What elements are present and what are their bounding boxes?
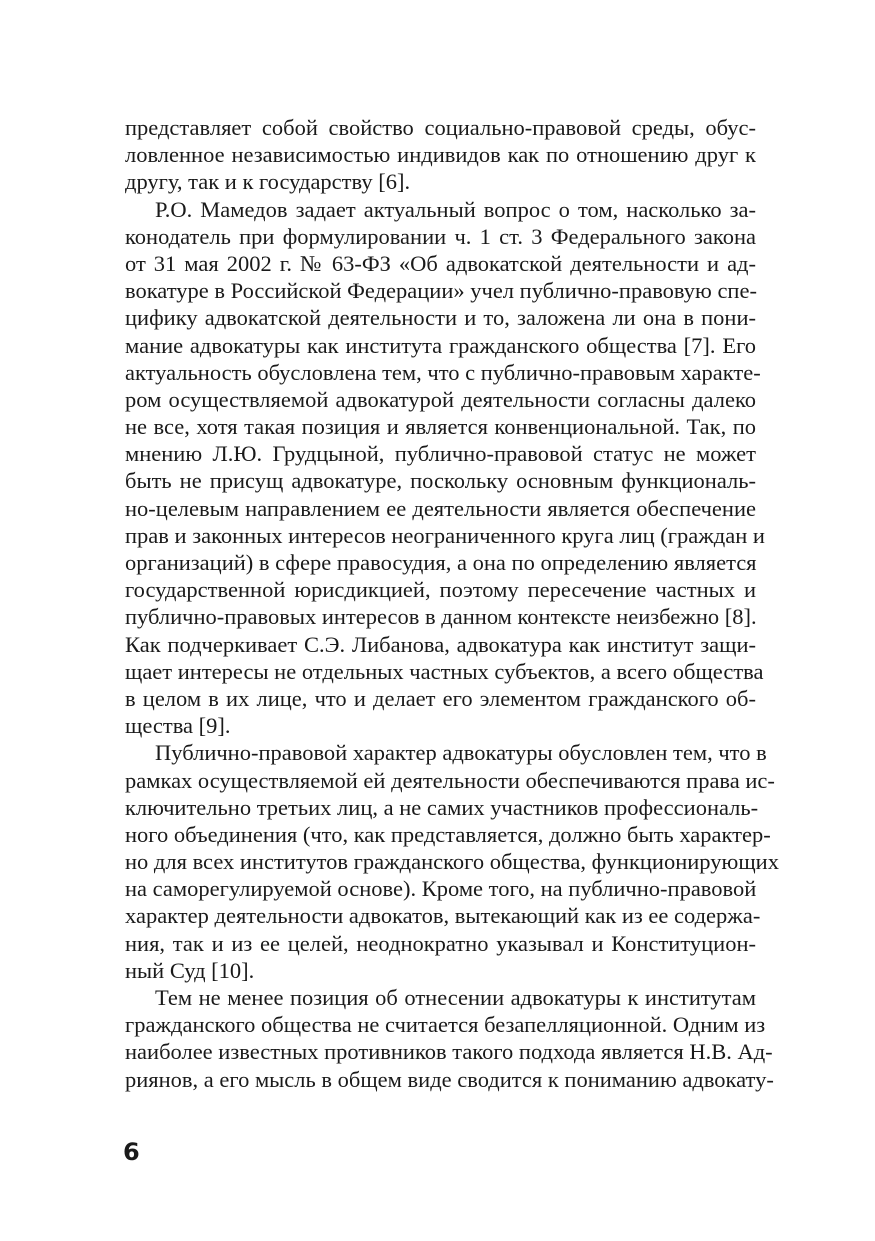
text-line: наиболее известных противников такого подхода является Н.В. Ад-	[125, 1039, 773, 1065]
text-line: гражданского общества не считается безапелляционной. Одним из	[125, 1012, 766, 1038]
text-line: характер деятельности адвокатов, вытекающий как из ее содержа-	[125, 903, 761, 929]
paragraph	[125, 739, 779, 984]
text-line: риянов, а его мысль в общем виде сводится к пониманию адвокату-	[125, 1066, 774, 1092]
text-line: Тем не менее позиция об отнесении адвокатуры к институтам	[155, 985, 756, 1010]
text-line: актуальность обусловлена тем, что с публично-правовым характе-	[125, 359, 761, 385]
text-line: Р.О. Мамедов задает актуальный вопрос о том, насколько за-	[155, 196, 756, 222]
text-line: организаций) в сфере правосудия, а она по определению является	[125, 550, 757, 575]
text-line: на саморегулируемой основе). Кроме того, на публично-правовой	[125, 876, 757, 902]
text-line: щества [9].	[125, 713, 231, 739]
page-number: 6	[123, 1138, 140, 1166]
text-line: Как подчеркивает С.Э. Либанова, адвокатура как институт защи-	[125, 631, 756, 657]
text-line: конодатель при формулировании ч. 1 ст. 3 Федерального закона	[125, 223, 756, 249]
text-line: ром осуществляемой адвокатурой деятельности согласны далеко	[125, 386, 756, 412]
text-line: но для всех институтов гражданского общества, функционирующих	[125, 849, 779, 875]
text-line: вокатуре в Российской Федерации» учел публично-правовую спе-	[125, 278, 757, 304]
text-line: публично-правовых интересов в данном контексте неизбежно [8].	[125, 604, 757, 630]
text-line: ного объединения (что, как представляется, должно быть характер-	[125, 821, 771, 847]
text-line: но-целевым направлением ее деятельности является обеспечение	[125, 495, 756, 521]
text-line: ключительно третьих лиц, а не самих участников профессиональ-	[125, 794, 759, 820]
text-line: щает интересы не отдельных частных субъектов, а всего общества	[125, 658, 764, 684]
text-line: прав и законных интересов неограниченного круга лиц (граждан и	[125, 522, 765, 548]
paragraph	[125, 984, 774, 1093]
body-text	[125, 114, 779, 1093]
text-line: ловленное независимостью индивидов как по отношению друг к	[125, 142, 756, 168]
text-line: мнению Л.Ю. Грудцыной, публично-правовой статус не может	[125, 441, 756, 467]
text-line: другу, так и к государству [6].	[125, 169, 411, 195]
text-line: Публично-правовой характер адвокатуры обусловлен тем, что в	[155, 740, 767, 766]
text-line: в целом в их лице, что и делает его элементом гражданского об-	[125, 685, 756, 711]
text-line: ный Суд [10].	[125, 957, 255, 983]
text-line: не все, хотя такая позиция и является конвенциональной. Так, по	[125, 414, 756, 440]
text-line: рамках осуществляемой ей деятельности обеспечиваются права ис-	[125, 767, 775, 793]
text-line: быть не присущ адвокатуре, поскольку основным функциональ-	[125, 468, 756, 494]
paragraph	[125, 196, 765, 740]
text-line: мание адвокатуры как института гражданского общества [7]. Его	[125, 332, 756, 358]
text-line: ния, так и из ее целей, неоднократно указывал и Конституцион-	[125, 930, 756, 956]
text-line: представляет собой свойство социально-правовой среды, обус-	[125, 115, 756, 140]
paragraph	[125, 114, 756, 196]
text-line: от 31 мая 2002 г. № 63-ФЗ «Об адвокатской деятельности и ад-	[125, 250, 756, 276]
text-line: цифику адвокатской деятельности и то, заложена ли она в пони-	[125, 305, 756, 331]
text-line: государственной юрисдикцией, поэтому пересечение частных и	[125, 577, 756, 603]
